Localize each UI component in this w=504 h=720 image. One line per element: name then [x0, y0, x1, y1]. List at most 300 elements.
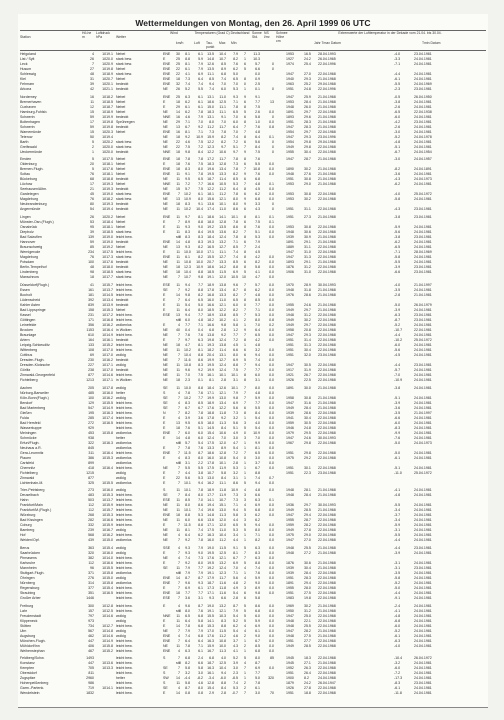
- altitude: 705: [88, 666, 94, 671]
- altitude: 276: [88, 576, 94, 581]
- sunshine: 5.8: [255, 114, 260, 119]
- extreme-tmin-date: 24.04.1973: [414, 440, 432, 445]
- weather: wolkenlos: [116, 430, 132, 435]
- station-name: Münster-Osn.(Flugh.): [20, 220, 54, 224]
- cloud-cover: 0: [244, 455, 246, 460]
- cloud-cover: 8: [244, 119, 246, 124]
- wind-speed: 7: [178, 445, 180, 450]
- air-temp: 6.9: [185, 586, 190, 591]
- temp-min: 4.0: [221, 656, 226, 661]
- altitude: 1832: [86, 691, 94, 696]
- extreme-tmax-date: 22.04.1968: [318, 596, 336, 601]
- wind-direction: N: [163, 410, 166, 415]
- ground-temp: 9.1: [233, 545, 238, 550]
- wind-speed: still: [176, 571, 182, 576]
- altitude: 20: [90, 162, 94, 167]
- extreme-tmin-date: 24.04.1981: [414, 405, 432, 410]
- dew-point: 8.2: [198, 255, 203, 260]
- wind-direction: NE: [163, 260, 168, 265]
- extreme-tmin: -6.6: [394, 270, 401, 275]
- dew-point: 7.9: [198, 628, 203, 633]
- extreme-year: 1947: [286, 362, 294, 367]
- extreme-tmin-date: 24.04.1981: [414, 596, 432, 601]
- pressure: 1014.6: [102, 633, 113, 638]
- wind-speed: 4: [178, 390, 180, 395]
- cloud-cover: 6: [244, 596, 246, 601]
- wind-speed: 7: [178, 430, 180, 435]
- sunshine: 7.4: [255, 357, 260, 362]
- altitude: 351: [88, 591, 94, 596]
- wind-direction: NE: [163, 528, 168, 533]
- extreme-tmax-date: 22.04.1968: [318, 623, 336, 628]
- temp-max: 17.3: [207, 586, 214, 591]
- sunshine: 7.7: [255, 367, 260, 372]
- weather: wolkig: [116, 545, 126, 550]
- wind-speed: 18: [176, 513, 180, 518]
- weather: bedeckt: [116, 297, 129, 302]
- extreme-tmin-date: 24.04.1981: [414, 633, 432, 638]
- extreme-tmin: -6.3: [394, 312, 401, 317]
- wind-direction: E: [163, 297, 166, 302]
- cloud-cover: 7: [244, 666, 246, 671]
- wind-direction: E: [163, 99, 166, 104]
- temp-min: 10.1: [219, 460, 226, 465]
- sunshine: 5.9: [255, 576, 260, 581]
- extreme-tmax-date: 22.04.1968: [318, 465, 336, 470]
- cloud-cover: 6: [244, 352, 246, 357]
- extreme-tmin-date: 23.04.1981: [414, 362, 432, 367]
- extreme-tmin-date: 24.04.1981: [414, 435, 432, 440]
- snow-depth: 0.0: [269, 545, 274, 550]
- temp-min: 13.8: [219, 312, 226, 317]
- wind-direction: SE: [163, 400, 168, 405]
- extreme-year: 1951: [286, 671, 294, 676]
- wind-direction: NNE: [163, 613, 171, 618]
- cloud-cover: 5: [244, 618, 246, 623]
- altitude: 503: [88, 498, 94, 503]
- snow-depth: 320: [268, 676, 274, 681]
- cloud-cover: 8: [244, 235, 246, 240]
- extreme-tmin-date: 24.04.1981: [414, 603, 432, 608]
- wind-direction: E: [163, 551, 166, 555]
- air-temp: 5.7: [185, 187, 190, 192]
- air-temp: 7.8: [185, 390, 190, 395]
- pressure: 1018.0: [102, 265, 113, 270]
- sunshine: 4.3: [255, 207, 260, 212]
- temp-max: 19.1: [207, 275, 214, 280]
- dew-point: 8.4: [198, 230, 203, 235]
- pressure: 1017.1: [102, 362, 113, 367]
- sunshine: 7.8: [255, 681, 260, 686]
- extreme-tmin: -3.5: [394, 410, 401, 415]
- ground-temp: 4.9: [233, 430, 238, 435]
- wind-speed: 32: [176, 82, 180, 87]
- extreme-tmax: 27.8: [304, 528, 311, 533]
- air-temp: 8.5: [185, 498, 190, 503]
- extreme-year: 1975: [286, 533, 294, 538]
- sunshine: 6.3: [255, 498, 260, 503]
- snow-depth: 0.0: [269, 225, 274, 230]
- temp-min: 2.8: [221, 691, 226, 696]
- temp-max: 17.1: [207, 250, 214, 255]
- cloud-cover: 1: [244, 415, 246, 420]
- altitude: 5: [92, 157, 94, 162]
- temp-min: 10.8: [219, 455, 226, 460]
- wind-speed: 18: [176, 377, 180, 382]
- snow-depth: 0.0: [269, 385, 274, 390]
- station-name: Bamberg: [20, 528, 35, 533]
- pressure: 1015.2: [102, 648, 113, 653]
- extreme-tmin: -5.0: [394, 450, 401, 455]
- temp-max: 19.5: [207, 561, 214, 566]
- ground-temp: -0.7: [231, 691, 238, 696]
- station-name: Potsdam: [20, 260, 34, 265]
- cloud-cover: 2: [244, 581, 246, 586]
- altitude: 356: [88, 322, 94, 327]
- snow-depth: 0.0: [269, 297, 274, 302]
- header-tmin: Tmin Datum: [422, 41, 441, 45]
- dew-point: 8.8: [198, 352, 203, 357]
- dew-point: 7.8: [198, 172, 203, 177]
- dew-point: 10.9: [196, 265, 203, 270]
- air-temp: 10.8: [184, 260, 191, 265]
- temp-max: 18.9: [207, 312, 214, 317]
- wind-speed: 11: [176, 182, 180, 187]
- cloud-cover: 8: [244, 77, 246, 82]
- wind-speed: still: [176, 608, 182, 613]
- sunshine: 11.3: [253, 52, 260, 56]
- dew-point: 6.1: [198, 104, 203, 109]
- dew-point: 7.6: [198, 445, 203, 450]
- weather: Nebel: [116, 129, 126, 134]
- pressure: 1015.4: [102, 586, 113, 591]
- wind-speed: 18: [176, 162, 180, 167]
- ground-temp: 7.1: [233, 503, 238, 508]
- station-name: Schwerin: [20, 114, 35, 119]
- extreme-year: 1876: [286, 265, 294, 270]
- pressure: 1015.4: [102, 545, 113, 550]
- wind-speed: 13: [176, 124, 180, 129]
- air-temp: 7.8: [185, 643, 190, 648]
- snow-depth: 0: [272, 149, 274, 154]
- extreme-year: 1900: [286, 676, 294, 681]
- air-temp: 6.5: [185, 613, 190, 618]
- snow-depth: 0.0: [269, 372, 274, 377]
- extreme-tmax: 28.2: [304, 628, 311, 633]
- wind-direction: NE: [163, 177, 168, 182]
- extreme-tmin-date: 24.04.1981: [414, 57, 432, 62]
- extreme-tmax-date: 26.04.1947: [318, 681, 336, 686]
- extreme-tmax: 27.8: [304, 686, 311, 691]
- snow-depth: 0.1: [269, 498, 274, 503]
- wind-direction: NE: [163, 202, 168, 207]
- cloud-cover: 9: [244, 327, 246, 332]
- cloud-cover: 8: [244, 265, 246, 270]
- dew-point: 6.8: [198, 613, 203, 618]
- extreme-tmin: -4.5: [394, 352, 401, 357]
- extreme-tmax-date: 23.04.1996: [318, 134, 336, 139]
- altitude: 1213: [86, 377, 94, 382]
- sunshine: 4.5: [255, 187, 260, 192]
- pressure: 1018.2: [102, 94, 113, 99]
- extreme-tmin: -3.8: [394, 385, 401, 390]
- extreme-year: 1951: [286, 576, 294, 581]
- snow-depth: 0.0: [269, 287, 274, 292]
- temp-min: 12.1: [219, 390, 226, 395]
- temp-max: 19.2: [207, 566, 214, 571]
- extreme-year: 1953: [286, 197, 294, 202]
- temp-min: 12.1: [219, 608, 226, 613]
- temp-max: 19.5: [207, 362, 214, 367]
- snow-depth: 0.7: [269, 475, 274, 480]
- pressure: 1013.7: [102, 498, 113, 503]
- wind-direction: NE: [163, 643, 168, 648]
- snow-depth: 70: [270, 691, 274, 696]
- extreme-tmin: -5.2: [394, 628, 401, 633]
- extreme-year: 1953: [286, 182, 294, 187]
- air-temp: 9.6: [185, 367, 190, 372]
- ground-temp: 6.9: [233, 400, 238, 405]
- extreme-tmin-date: 24.04.1981: [414, 488, 432, 493]
- wind-speed: 25: [176, 57, 180, 62]
- sunshine: 2.6: [255, 109, 260, 114]
- extreme-tmax-date: 22.04.1968: [318, 197, 336, 202]
- altitude: 719: [88, 686, 94, 691]
- extreme-tmax: 28.5: [304, 643, 311, 648]
- station-name: Saarbrücken: [20, 551, 41, 555]
- air-temp: 10.4: [184, 270, 191, 275]
- air-temp: 6.7: [185, 405, 190, 410]
- temp-min: 11.0: [219, 207, 226, 212]
- wind-direction: E: [163, 322, 166, 327]
- temp-min: 11.9: [219, 465, 226, 470]
- weather: wolkig: [116, 352, 126, 357]
- temp-max: 19.0: [207, 545, 214, 550]
- weather: in Wolken: [116, 327, 132, 332]
- wind-direction: ENE: [163, 72, 171, 77]
- pressure: 1020.1: [102, 82, 113, 87]
- cloud-cover: 1: [244, 322, 246, 327]
- wind-speed: 18: [176, 77, 180, 82]
- temp-min: 9.7: [221, 144, 226, 149]
- sunshine: 4.8: [255, 390, 260, 395]
- cloud-cover: 7: [244, 144, 246, 149]
- station-name: Göttingen: [20, 317, 36, 322]
- extreme-tmax: 30.2: [304, 317, 311, 322]
- pressure: 1016.4: [102, 450, 113, 455]
- pressure: 1013.3: [102, 666, 113, 671]
- altitude: 447: [88, 638, 94, 643]
- sunshine: 5.4: [255, 425, 260, 430]
- ground-temp: 10.1: [231, 385, 238, 390]
- pressure: 1014.9: [102, 638, 113, 643]
- extreme-tmax: 27.1: [304, 661, 311, 666]
- temp-max: -3.4: [207, 676, 214, 681]
- wind-direction: SE: [163, 385, 168, 390]
- extreme-tmin-date: 26.04.1972: [414, 656, 432, 661]
- weather: leicht bew.: [116, 686, 133, 691]
- station-name: Wasserkuppe: [20, 425, 42, 430]
- extreme-year: 1948: [286, 623, 294, 628]
- extreme-tmax-date: 22.04.1968: [318, 327, 336, 332]
- altitude: 7: [92, 62, 94, 67]
- cloud-cover: 8: [244, 104, 246, 109]
- altitude: 205: [88, 385, 94, 390]
- extreme-year: 1947: [286, 250, 294, 255]
- temp-min: 12.4: [219, 367, 226, 372]
- wind-speed: 7: [178, 357, 180, 362]
- pressure: 1016.5: [102, 591, 113, 596]
- cloud-cover: 5: [244, 561, 246, 566]
- ground-temp: 6.9: [233, 270, 238, 275]
- sunshine: 5.8: [255, 596, 260, 601]
- extreme-tmin-date: 24.04.1954: [414, 149, 432, 154]
- extreme-tmin-date: 24.04.1981: [414, 591, 432, 596]
- weather: leicht bew.: [116, 603, 133, 608]
- wind-direction: ENE: [163, 167, 171, 172]
- wind-direction: S: [163, 671, 166, 676]
- ground-temp: 5.2: [233, 656, 238, 661]
- extreme-tmax: 29.5: [304, 430, 311, 435]
- wind-speed: 7: [178, 551, 180, 555]
- header-wind: Wind: [170, 31, 178, 35]
- sunshine: 8.0: [255, 317, 260, 322]
- extreme-tmax: 29.8: [304, 450, 311, 455]
- extreme-tmin: -3.8: [394, 214, 401, 219]
- temp-max: 17.6: [207, 556, 214, 561]
- snow-depth: 0: [272, 87, 274, 92]
- extreme-tmax: 24.8: [304, 87, 311, 92]
- ground-temp: 9.7: [233, 149, 238, 154]
- extreme-tmin-date: 22.04.1981: [414, 327, 432, 332]
- weather: bedeckt: [116, 337, 129, 342]
- station-name: List / Sylt: [20, 57, 35, 62]
- extreme-tmin: -3.4: [394, 508, 401, 513]
- snow-depth: 0.0: [269, 571, 274, 576]
- pressure: 1019.3: [102, 187, 113, 192]
- extreme-tmin: -8.3: [394, 425, 401, 430]
- wind-direction: E: [163, 603, 166, 608]
- extreme-tmin: -3.1: [394, 566, 401, 571]
- extreme-tmax: 31.8: [304, 287, 311, 292]
- cloud-cover: 7: [244, 367, 246, 372]
- snow-depth: 0.0: [269, 586, 274, 591]
- pressure: 1016.2: [102, 357, 113, 362]
- air-temp: 9.1: [185, 172, 190, 177]
- extreme-tmin-date: 23.04.1981: [414, 317, 432, 322]
- extreme-tmax-date: 22.04.1968: [318, 225, 336, 230]
- station-name: Schwerin: [20, 124, 35, 129]
- extreme-tmin: -3.6: [394, 172, 401, 177]
- wind-speed: 15: [176, 187, 180, 192]
- dew-point: 9.0: [198, 225, 203, 230]
- extreme-tmin-date: 24.04.1969: [414, 82, 432, 87]
- extreme-tmin-date: 24.04.1981: [414, 385, 432, 390]
- extreme-year: 1947: [286, 435, 294, 440]
- wind-speed: 11: [176, 214, 180, 219]
- extreme-tmax: 30.2: [304, 197, 311, 202]
- pressure: 1018.5: [102, 99, 113, 104]
- altitude: 467: [88, 648, 94, 653]
- altitude: 5: [92, 167, 94, 172]
- pressure: 1018.7: [102, 104, 113, 109]
- temp-min: 8.9: [221, 67, 226, 72]
- extreme-tmax: 29.7: [304, 503, 311, 508]
- extreme-tmax-date: 21.04.1968: [318, 302, 336, 307]
- station-name: Wendelstein: [20, 691, 40, 696]
- extreme-tmin: -11.8: [394, 691, 402, 696]
- extreme-tmin-date: 24.04.1981: [414, 332, 432, 337]
- extreme-year: 1917: [286, 367, 294, 372]
- extreme-tmax: 16.5: [304, 52, 311, 56]
- altitude: 322: [88, 440, 94, 445]
- extreme-year: 1945: [286, 656, 294, 661]
- station-name: Braunschweig: [20, 245, 43, 250]
- temp-max: 19.6: [207, 167, 214, 172]
- weather: wolkig: [116, 362, 126, 367]
- extreme-tmin: -5.1: [394, 465, 401, 470]
- sunshine: 0.9: [255, 77, 260, 82]
- air-temp: 7.1: [185, 119, 190, 124]
- station-name: Angermünde: [20, 207, 41, 212]
- extreme-tmin: -5.7: [394, 367, 401, 372]
- extreme-tmax: 30.1: [304, 465, 311, 470]
- extreme-tmax-date: 21.04.1968: [318, 77, 336, 82]
- extreme-tmax-date: 29.04.1968: [318, 139, 336, 144]
- altitude: 98: [90, 270, 94, 275]
- altitude: 53: [90, 220, 94, 224]
- cloud-cover: 7: [244, 400, 246, 405]
- wind-speed: 7: [178, 480, 180, 485]
- weather: wolkig: [116, 576, 126, 581]
- wind-speed: 11: [176, 518, 180, 523]
- air-temp: 8.3: [185, 202, 190, 207]
- weather: leicht bew.: [116, 518, 133, 523]
- sunshine: 6.5: [255, 450, 260, 455]
- extreme-year: 1948: [286, 172, 294, 177]
- station-name: Zugspitze: [20, 676, 36, 681]
- dew-point: 6.7: [198, 405, 203, 410]
- station-name: Stötten: [20, 623, 32, 628]
- cloud-cover: 5: [244, 67, 246, 72]
- temp-max: 13.8: [207, 332, 214, 337]
- temp-min: 11.9: [219, 493, 226, 498]
- station-name: Nürburg-Barweiler: [20, 390, 49, 395]
- extreme-tmin-date: 24.04.1981: [414, 643, 432, 648]
- extreme-tmax-date: 22.04.1968: [318, 420, 336, 425]
- temp-min: 11.3: [219, 648, 226, 653]
- extreme-tmax: 8.2: [304, 676, 309, 681]
- station-name: Husum: [20, 67, 32, 72]
- snow-depth: 0.0: [269, 395, 274, 400]
- weather: Nebel: [116, 162, 126, 167]
- extreme-tmax-date: 22.04.1968: [318, 270, 336, 275]
- weather: Nebel: [116, 172, 126, 177]
- pressure: 1019.9: [102, 114, 113, 119]
- extreme-tmax-date: 22.04.1968: [318, 72, 336, 77]
- extreme-tmax: 29.7: [304, 129, 311, 134]
- extreme-tmax-date: 22.04.1968: [318, 312, 336, 317]
- altitude: 76: [90, 255, 94, 260]
- air-temp: 6.4: [185, 533, 190, 538]
- altitude: 547: [88, 405, 94, 410]
- extreme-tmin-date: 24.04.1981: [414, 395, 432, 400]
- cloud-cover: 6: [244, 220, 246, 224]
- wind-speed: 11: [176, 372, 180, 377]
- extreme-tmin-date: 25.04.1972: [414, 470, 432, 475]
- extreme-tmax-date: 22.04.1968: [318, 591, 336, 596]
- station-name: Würzburg: [20, 513, 36, 518]
